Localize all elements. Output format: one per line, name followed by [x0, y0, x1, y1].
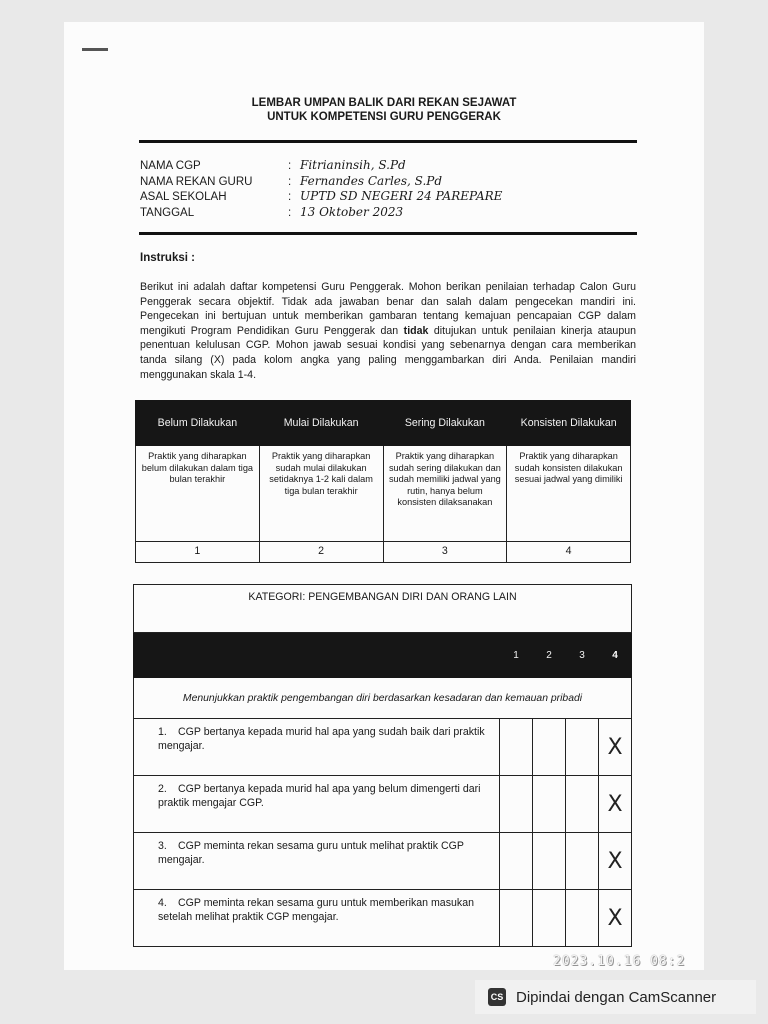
info-value-handwritten: Fitrianinsih, S.Pd: [300, 158, 406, 172]
info-sep: :: [288, 191, 292, 203]
scale-header-row: [136, 401, 631, 446]
scale-description: Praktik yang diharapkan sudah konsisten dilakukan sesuai jadwal yang dimiliki: [507, 446, 631, 542]
item-number: 4.: [158, 897, 167, 909]
instruction-heading: Instruksi :: [140, 252, 195, 264]
info-row-asal-sekolah: [140, 189, 502, 205]
rating-cell-4-marked[interactable]: X: [599, 719, 632, 776]
scale-number: 4: [507, 542, 631, 563]
scale-number-row: [136, 542, 631, 563]
rating-cell-2[interactable]: [533, 776, 566, 833]
info-sep: :: [288, 175, 292, 188]
item-text: CGP bertanya kepada murid hal apa yang sudah baik dari praktik mengajar.: [158, 726, 485, 752]
rating-cell-1[interactable]: [500, 890, 533, 947]
rating-scale-table: [135, 400, 631, 563]
info-label: NAMA REKAN GURU: [140, 175, 253, 188]
item-text: CGP meminta rekan sesama guru untuk melihat praktik CGP mengajar.: [158, 840, 464, 866]
title-line-1: LEMBAR UMPAN BALIK DARI REKAN SEJAWAT: [251, 97, 517, 109]
info-label: ASAL SEKOLAH: [140, 191, 227, 203]
info-label: NAMA CGP: [140, 160, 201, 172]
rating-cell-3[interactable]: [566, 776, 599, 833]
instruction-part-1: Berikut ini adalah daftar kompetensi Guru Penggerak. Mohon berikan penilaian terhadap Calon Guru Penggerak secara objektif. Tidak ada jawaban benar dan salah dalam pengecekan mandiri ini. Pengecekan ini bertujuan untuk memberikan gambaran tentang kemajuan pencapaian CGP dalam mengikuti Program Pendidikan Guru Penggerak dan: [140, 281, 636, 337]
rating-cell-1[interactable]: [500, 776, 533, 833]
item-number: 1.: [158, 726, 167, 738]
col-header-4: 4: [599, 633, 632, 678]
item-number: 2.: [158, 783, 167, 795]
rating-cell-3[interactable]: [566, 890, 599, 947]
document-title: [0, 96, 768, 124]
camscanner-logo-icon: CS: [488, 988, 506, 1006]
camscanner-text: Dipindai dengan CamScanner: [516, 988, 717, 1006]
table-row: [134, 776, 632, 833]
corner-mark: [82, 48, 108, 51]
item-text: CGP bertanya kepada murid hal apa yang belum dimengerti dari praktik mengajar CGP.: [158, 783, 481, 809]
info-row-nama-cgp: [140, 158, 502, 174]
instruction-part-2: ditujukan untuk penilaian kinerja ataupun penentuan kelulusan CGP. Mohon jawab sesuai kondisi yang sebenarnya dengan cara memberikan tanda silang (X) pada kolom angka yang paling menggambarkan diri Anda. Penilaian mandiri menggunakan skala 1-4.: [140, 324, 636, 381]
title-line-2: UNTUK KOMPETENSI GURU PENGGERAK: [267, 111, 501, 123]
scale-header: Sering Dilakukan: [383, 401, 507, 446]
info-value-handwritten: 13 Oktober 2023: [300, 204, 404, 219]
scale-number: 3: [383, 542, 507, 563]
item-statement: [134, 890, 500, 947]
instruction-text: [140, 280, 636, 382]
identity-block: [140, 158, 502, 220]
item-statement: [134, 719, 500, 776]
info-sep: :: [288, 206, 292, 219]
rating-cell-4-marked[interactable]: X: [599, 890, 632, 947]
col-header-3: 3: [566, 633, 599, 678]
info-row-tanggal: [140, 205, 502, 221]
scale-description: Praktik yang diharapkan sudah mulai dilakukan setidaknya 1-2 kali dalam tiga bulan terakhir: [259, 446, 383, 542]
rating-cell-2[interactable]: [533, 890, 566, 947]
table-row: [134, 719, 632, 776]
info-row-nama-rekan-guru: [140, 174, 502, 190]
info-sep: :: [288, 160, 292, 172]
info-value-handwritten: Fernandes Carles, S.Pd: [300, 173, 443, 188]
scale-header: Belum Dilakukan: [136, 401, 260, 446]
bottom-divider: [139, 232, 637, 235]
category-title: KATEGORI: PENGEMBANGAN DIRI DAN ORANG LAIN: [134, 585, 632, 633]
info-label: TANGGAL: [140, 206, 195, 219]
table-row: [134, 833, 632, 890]
scale-number: 1: [136, 542, 260, 563]
camscanner-watermark: [475, 980, 756, 1014]
info-value-handwritten: UPTD SD NEGERI 24 PAREPARE: [300, 189, 503, 203]
rating-cell-3[interactable]: [566, 719, 599, 776]
rating-cell-3[interactable]: [566, 833, 599, 890]
rating-cell-1[interactable]: [500, 719, 533, 776]
item-number: 3.: [158, 840, 167, 852]
category-table: [133, 584, 632, 947]
instruction-bold-word: tidak: [403, 324, 429, 337]
item-statement: [134, 776, 500, 833]
scan-timestamp: 2023.10.16 08:2: [553, 954, 686, 969]
item-text: CGP meminta rekan sesama guru untuk memberikan masukan setelah melihat praktik CGP mengajar.: [158, 897, 474, 923]
col-header-1: 1: [500, 633, 533, 678]
table-row: [134, 890, 632, 947]
rating-cell-4-marked[interactable]: X: [599, 833, 632, 890]
scale-header: Mulai Dilakukan: [259, 401, 383, 446]
scale-description: Praktik yang diharapkan belum dilakukan dalam tiga bulan terakhir: [136, 446, 260, 542]
scale-description-row: [136, 446, 631, 542]
item-statement: [134, 833, 500, 890]
rating-cell-2[interactable]: [533, 719, 566, 776]
scale-number: 2: [259, 542, 383, 563]
scale-description: Praktik yang diharapkan sudah sering dilakukan dan sudah memiliki jadwal yang rutin, hanya belum konsisten dilaksanakan: [383, 446, 507, 542]
col-header-2: 2: [533, 633, 566, 678]
category-title-row: [134, 585, 632, 633]
rating-cell-2[interactable]: [533, 833, 566, 890]
category-header-blank: [134, 633, 500, 678]
scale-header: Konsisten Dilakukan: [507, 401, 631, 446]
category-subtitle-row: [134, 678, 632, 719]
category-subtitle: Menunjukkan praktik pengembangan diri berdasarkan kesadaran dan kemauan pribadi: [134, 678, 632, 719]
rating-cell-4-marked[interactable]: X: [599, 776, 632, 833]
category-header-row: [134, 633, 632, 678]
rating-cell-1[interactable]: [500, 833, 533, 890]
top-divider: [139, 140, 637, 143]
